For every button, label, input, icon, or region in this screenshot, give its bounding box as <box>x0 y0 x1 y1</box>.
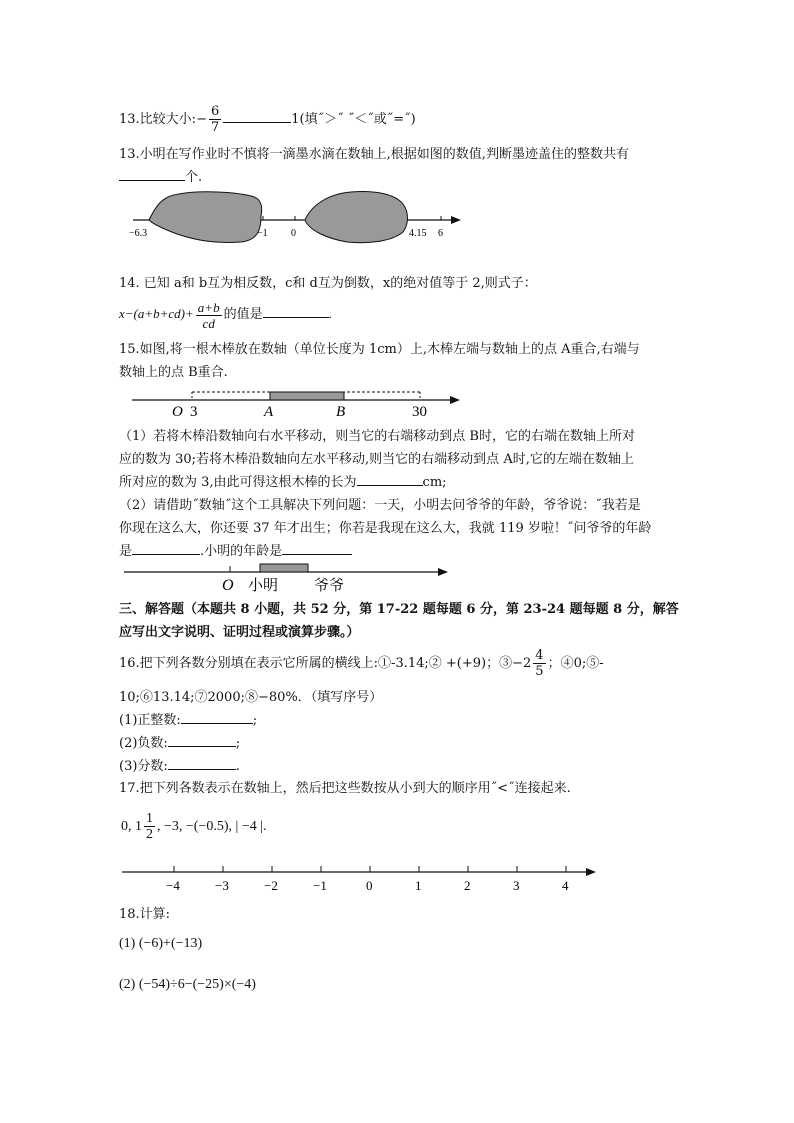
question-14-line1: 14. 已知 a和 b互为相反数，c和 d互为倒数，x的绝对值等于 2,则式子： <box>119 276 537 291</box>
q17-axis-label: 0 <box>366 878 373 893</box>
q18-item-2: (2) (−54)÷6−(−25)×(−4) <box>119 977 256 992</box>
q15-xiaoming-age-blank[interactable] <box>282 542 352 555</box>
q17-axis-label: −3 <box>215 878 229 893</box>
q15-part2-line1: （2）请借助˝数轴˝这个工具解决下列问题：一天，小明去问爷爷的年龄，爷爷说：˝我若是 <box>119 498 641 513</box>
q17-axis-label: −4 <box>166 878 180 893</box>
ink-axis-label: −1 <box>257 228 268 239</box>
q16-fraction: $\frac{4}{5}$ <box>535 648 544 679</box>
stick-number-line <box>128 386 468 420</box>
q13-ink-answer-blank[interactable] <box>119 168 185 181</box>
q15-part1-line1: （1）若将木棒沿数轴向右水平移动，则当它的右端移动到点 B时，它的右端在数轴上所对 <box>119 429 635 444</box>
question-18-title: 18.计算: <box>119 907 171 922</box>
q16-positive-integers-blank[interactable] <box>181 711 253 724</box>
q17-number-list: 0, 1 $\frac{1}{2}$ , −3, −(−0.5), | −4 |. <box>121 811 267 843</box>
q18-item-1: (1) (−6)+(−13) <box>119 936 203 951</box>
q17-fraction: $\frac{1}{2}$ <box>146 811 153 843</box>
ink-axis-label: 4.15 <box>409 228 427 239</box>
age-axis-label: 小明 <box>248 576 279 594</box>
q17-axis-label: 1 <box>415 878 422 893</box>
q16-negative-numbers-blank[interactable] <box>168 734 236 747</box>
question-15-line2: 数轴上的点 B重合. <box>119 365 228 380</box>
q15-length-blank[interactable] <box>357 473 423 486</box>
stick-axis-label: 3 <box>190 404 198 420</box>
stick-axis-label: A <box>264 404 274 420</box>
question-14-line2: x−(a+b+cd)+ $\frac{a+b}{cd}$ 的值是 . <box>119 299 332 331</box>
question-16-line1: 16.把下列各数分别填在表示它所属的横线上:①-3.14;② +(+9)；③−2 $\frac{4}{5}$ ；④0;⑤- <box>119 648 604 679</box>
question-13-ink-line1: 13.小明在写作业时不慎将一滴墨水滴在数轴上,根据如图的数值,判断墨迹盖住的整数共有 <box>119 147 629 162</box>
question-13-compare: 13.比较大小:− $\frac{6}{7}$ 1(填˝＞˝ ˝＜˝或˝=˝) <box>119 104 416 135</box>
q14-fraction: $\frac{a+b}{cd}$ <box>197 299 220 331</box>
q13-prefix: 13.比较大小: <box>119 112 197 127</box>
q13-answer-blank[interactable] <box>223 110 291 123</box>
q14-expression: x−(a+b+cd)+ <box>119 306 194 321</box>
q14-answer-blank[interactable] <box>263 305 329 318</box>
ink-axis-label: 0 <box>291 228 296 239</box>
q13-minus: − <box>196 112 207 127</box>
q17-axis-label: 4 <box>562 878 569 893</box>
ink-axis-label: −6.3 <box>129 228 148 239</box>
q17-axis-label: −2 <box>264 878 278 893</box>
stick-axis-label: B <box>336 404 346 420</box>
q15-part1-line3: 所对应的数为 3,由此可得这根木棒的长为 cm; <box>119 475 447 490</box>
q16-fractions-blank[interactable] <box>168 757 236 770</box>
q16-item-fractions: (3)分数: . <box>119 759 240 774</box>
age-number-line <box>120 560 455 594</box>
q15-grandpa-age-blank[interactable] <box>132 542 200 555</box>
ink-blot-left <box>149 192 262 243</box>
q17-axis-label: −1 <box>313 878 327 893</box>
ink-blot-right <box>305 192 408 243</box>
age-axis-label: O <box>222 577 234 594</box>
section-3-header-line1: 三、解答题（本题共 8 小题，共 52 分，第 17-22 题每题 6 分，第 23-24 题每题 8 分，解答 <box>119 602 679 617</box>
question-15-line1: 15.如图,将一根木棒放在数轴（单位长度为 1cm）上,木棒左端与数轴上的点 A重合,右端与 <box>119 342 640 357</box>
q17-axis-label: 2 <box>464 878 471 893</box>
q15-part1-line2: 应的数为 30;若将木棒沿数轴向左水平移动,则当它的右端移动到点 A时,它的左端在数轴上 <box>119 452 634 467</box>
question-16-line2: 10;⑥13.14;⑦2000;⑧−80%．（填写序号） <box>119 690 383 705</box>
q16-item-negative-numbers: (2)负数: ; <box>119 736 241 751</box>
q15-part2-line2: 你现在这么大，你还要 37 年才出生；你若是我现在这么大，我就 119 岁啦！˝问爷爷的年龄 <box>119 521 652 536</box>
ink-number-line <box>115 188 465 244</box>
ink-axis-label: 6 <box>438 228 443 239</box>
stick-axis-label: O <box>172 404 183 420</box>
question-17-line1: 17.把下列各数表示在数轴上，然后把这些数按从小到大的顺序用˝<˝连接起来. <box>119 781 571 796</box>
q13-fraction: $\frac{6}{7}$ <box>210 104 220 135</box>
age-axis-label: 爷爷 <box>314 576 345 594</box>
q15-part2-line3: 是 .小明的年龄是 <box>119 540 352 559</box>
stick-axis-label: 30 <box>412 404 427 420</box>
q16-item-positive-integers: (1)正整数: ; <box>119 713 258 728</box>
q17-axis-label: 3 <box>513 878 520 893</box>
section-3-header-line2: 应写出文字说明、证明过程或演算步骤。） <box>119 625 360 640</box>
q17-axis-ticks <box>174 866 566 872</box>
q17-number-line <box>118 860 602 894</box>
question-13-ink-line2: 个. <box>119 166 202 185</box>
